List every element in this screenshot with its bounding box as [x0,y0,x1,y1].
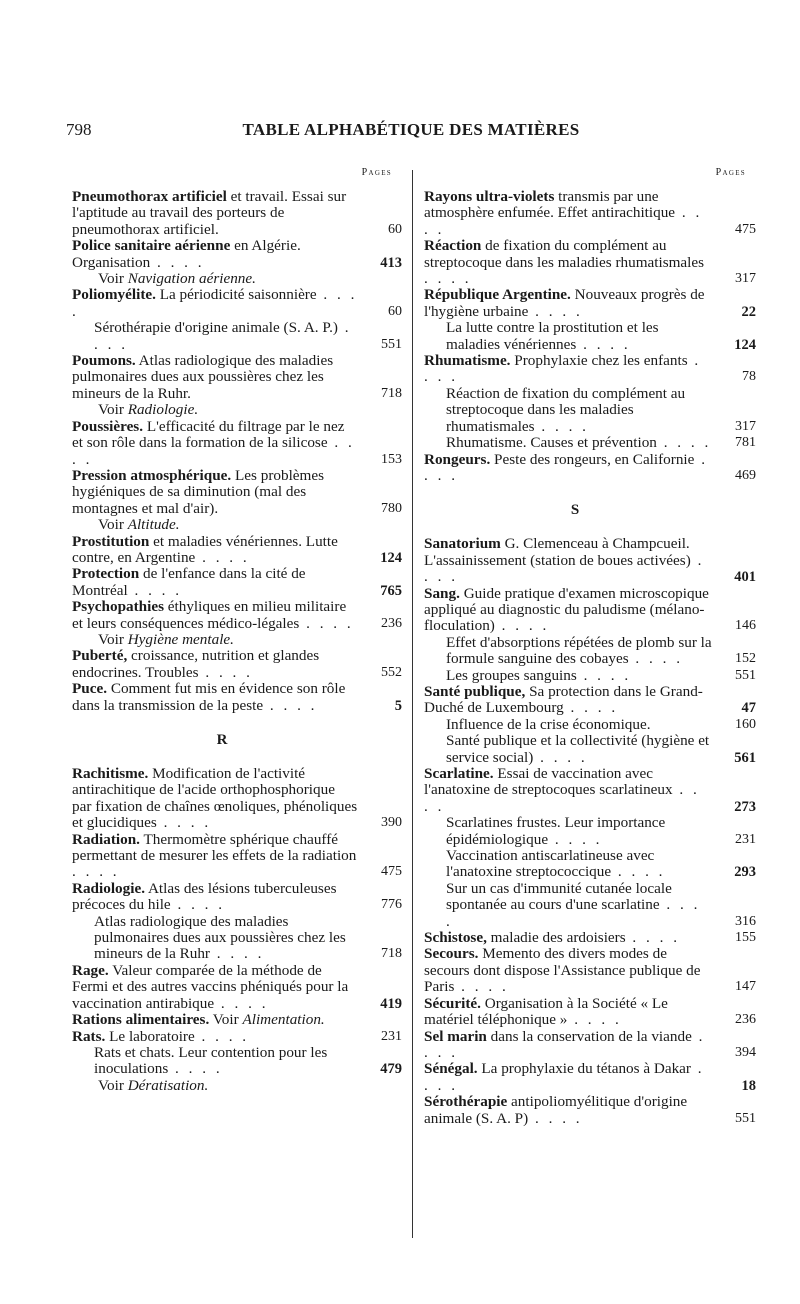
entry-heading: Réaction [424,237,482,255]
entry-heading: Police sanitaire aérienne [72,237,231,255]
entry-heading: Poussières. [72,417,144,435]
index-entry [72,881,402,914]
see-reference: Alimentation. [242,1011,325,1029]
section-letter: R [216,732,228,748]
leader-dots: . . . . [424,1027,706,1061]
see-reference: Hygiène mentale. [127,630,234,648]
page-reference: 124 [734,336,756,353]
page-reference: 776 [381,897,402,913]
page-reference: 551 [735,1110,756,1126]
page-reference: 475 [381,864,402,880]
page-reference: 561 [734,749,756,766]
leader-dots: . . . . [194,1027,250,1045]
see-word: Voir [98,270,124,288]
entry-text: éthyliques en milieu militaire et leurs conséquences médico-légales [72,598,347,632]
entry-text: antipoliomyélitique d'origine animale (S. A. P) [424,1093,688,1127]
entry-text: dans la conservation de la viande [486,1027,692,1045]
leader-dots: . . . . [150,253,205,271]
see-word: Voir [98,401,124,419]
leader-dots: . . . . [494,617,550,635]
index-entry [424,287,756,320]
index-entry [424,946,756,995]
entry-heading: Prostitution [72,532,150,550]
entry-heading: Rachitisme. [72,765,149,782]
leader-dots: . . . . [628,650,683,668]
entry-text: Effet d'absorptions répétées de plomb sur la formule sanguine des cobayes [446,633,712,668]
see-reference: Dératisation. [127,1076,209,1094]
entry-heading: Puberté, [72,647,128,665]
leader-dots: . . . . [424,204,703,238]
see-word: Voir [98,1076,124,1094]
entry-text: Sa protection dans le Grand-Duché de Luxembourg [424,682,703,717]
entry-heading: Rayons ultra-violets [424,188,555,205]
entry-heading: Rats. [72,1027,106,1045]
index-entry [424,536,756,585]
entry-heading: Pneumothorax artificiel [72,188,227,205]
entry-heading: Sénégal. [424,1060,478,1078]
leader-dots: . . . . [611,863,666,881]
leader-dots: . . . . [195,548,250,566]
entry-text: croissance, nutrition et glandes endocrines. Troubles [72,647,320,681]
leader-dots: . . . . [424,551,705,586]
entry-text: et maladies vénériennes. Lutte contre, en Argentine [72,532,338,566]
index-entry [72,287,402,320]
leader-dots: . . . . [454,978,509,996]
index-entry [424,586,756,635]
entry-heading: Scarlatine. [424,765,494,782]
page-reference: 394 [735,1044,756,1060]
index-subentry [424,320,756,353]
leader-dots: . . . . [72,863,120,881]
page-reference: 153 [381,451,402,467]
entry-text: Sur un cas d'immunité cutanée locale spontanée au cours d'une scarlatine [446,879,672,914]
entry-heading: Radiation. [72,830,140,848]
page-reference: 18 [741,1077,756,1094]
entry-text: Scarlatines frustes. Leur importance épidémiologique [446,814,666,848]
index-subentry [424,717,756,733]
see-reference: Radiologie. [127,401,199,419]
entry-text: Comment fut mis en évidence son rôle dans la transmission de la peste [72,680,346,714]
pages-label: Pages [361,167,392,178]
page-reference: 475 [735,221,756,237]
entry-text: maladie des ardoisiers [486,929,626,947]
index-entry [72,963,402,1012]
leader-dots: . . . . [168,1060,223,1078]
page-reference: 47 [741,700,756,717]
page-reference: 413 [380,254,402,271]
page-reference: 273 [734,798,756,815]
entry-heading: Sécurité. [424,994,481,1012]
page-title: TABLE ALPHABÉTIQUE DES MATIÈRES [242,120,580,139]
page-reference: 60 [388,303,402,319]
index-entry [424,930,756,946]
index-subentry [424,815,756,848]
entry-text: Modification de l'activité antirachitique de l'acide orthophosphorique par fixation de chaînes œnoliques, phénoliques et glucidiques [72,765,358,832]
entry-text: et travail. Essai sur l'aptitude au travail des porteurs de pneumothorax artificiel. [72,188,347,238]
index-entry [424,766,756,815]
leader-dots: . . . . [424,270,472,288]
see-also-entry [72,632,402,648]
leader-dots: . . . . [299,614,354,632]
index-subentry [424,848,756,881]
leader-dots: . . . . [263,696,318,714]
leader-dots: . . . . [210,945,265,963]
page-reference: 147 [735,979,756,995]
entry-text: Réaction de fixation du complément au streptocoque dans les maladies rhumatismales [446,384,686,435]
entry-text: Peste des rongeurs, en Californie [490,450,695,468]
page-reference: 78 [742,369,756,385]
see-also-entry [72,271,402,287]
entry-heading: Radiologie. [72,879,145,897]
page-reference: 236 [381,615,402,631]
entry-text: Valeur comparée de la méthode de Fermi et des autres vaccins phéniqués pour la vaccination antirabique [72,961,349,1012]
index-subentry [72,320,402,353]
right-entries [424,189,756,1127]
page-reference: 419 [380,995,402,1012]
index-entry [72,648,402,681]
index-entry [72,566,402,599]
entry-text: Voir [209,1011,243,1029]
entry-heading: Sanatorium [424,535,501,553]
page-reference: 718 [381,946,402,962]
entry-heading: Sang. [424,584,460,602]
entry-heading: Protection [72,565,140,583]
entry-text: Nouveaux progrès de l'hygiène urbaine [424,286,705,320]
index-entry [424,189,756,238]
page-reference: 781 [735,435,756,451]
section-letter: S [570,502,580,519]
page-reference: 552 [381,664,402,680]
entry-text: Santé publique et la collectivité (hygiène et service social) [446,732,710,766]
leader-dots: . . . . [656,434,712,452]
index-entry [424,996,756,1029]
leader-dots: . . . . [424,352,702,386]
entry-text: Vaccination antiscarlatineuse avec l'anatoxine streptococcique [446,847,655,881]
leader-dots: . . . . [528,302,583,320]
entry-text: Guide pratique d'examen microscopique appliqué au diagnostic du paludisme (mélano-floculation) [424,584,709,635]
entry-text: La prophylaxie du tétanos à Dakar [477,1060,691,1078]
leader-dots: . . . . [424,1060,705,1094]
entry-text: de fixation du complément au streptocoque dans les maladies rhumatismales [424,237,705,271]
index-entry [72,832,402,881]
index-entry [72,766,402,832]
index-entry [72,468,402,517]
page-reference: 316 [735,913,756,929]
index-entry [424,353,756,386]
entry-heading: Poliomyélite. [72,286,156,304]
page-reference: 479 [380,1061,402,1078]
page-reference: 22 [741,303,756,320]
left-entries [72,189,402,1094]
index-subentry [72,1045,402,1078]
column-divider [412,170,413,1238]
page-header [66,120,756,146]
entry-text: La lutte contre la prostitution et les maladies vénériennes [446,319,659,353]
entry-text: Rats et chats. Leur contention pour les inoculations [94,1043,328,1078]
leader-dots: . . . . [625,929,680,947]
page-reference: 551 [735,667,756,683]
leader-dots: . . . . [567,1011,622,1029]
page-number: 798 [66,120,92,139]
entry-heading: Rhumatisme. [424,352,511,370]
page-reference: 152 [735,651,756,667]
see-word: Voir [98,630,124,648]
index-entry [72,534,402,567]
entry-text: de l'enfance dans la cité de Montréal [72,565,306,599]
see-reference: Altitude. [127,516,180,534]
leader-dots: . . . . [528,1109,583,1127]
page-reference: 160 [735,716,756,732]
index-entry [424,1061,756,1094]
see-also-entry [72,1078,402,1094]
entry-heading: Puce. [72,680,108,698]
page-reference: 469 [735,467,756,483]
leader-dots: . . . . [576,335,631,353]
index-entry [424,452,756,485]
entry-heading: Rage. [72,961,109,979]
index-entry [424,238,756,287]
entry-heading: République Argentine. [424,286,571,304]
pages-label: Pages [715,167,746,178]
page-reference: 317 [735,271,756,287]
index-subentry [424,635,756,668]
leader-dots: . . . . [534,417,589,435]
index-subentry [424,435,756,451]
entry-text: Organisation à la Société « Le matériel téléphonique » [424,994,668,1029]
entry-text: en Algérie. Organisation [72,237,301,271]
page-reference: 718 [381,385,402,401]
entry-heading: Schistose, [424,929,487,947]
page-reference: 146 [735,618,756,634]
leader-dots: . . . . [94,319,352,353]
see-word: Voir [98,516,124,534]
entry-text: Prophylaxie chez les enfants [510,352,688,370]
page-reference: 60 [388,221,402,237]
see-also-entry [72,517,402,533]
entry-text: Influence de la crise économique. [446,715,651,733]
index-subentry [424,668,756,684]
entry-heading: Psychopathies [72,598,164,616]
page-reference: 293 [734,864,756,881]
entry-text: Atlas des lésions tuberculeuses précoces du hile [72,879,337,914]
index-subentry [424,733,756,766]
leader-dots: . . . . [533,748,588,766]
index-subentry [424,386,756,435]
entry-text: La périodicité saisonnière [155,286,317,304]
entry-heading: Santé publique, [424,682,526,700]
leader-dots: . . . . [563,699,619,717]
leader-dots: . . . . [548,830,603,848]
index-entry [424,1094,756,1127]
entry-heading: Poumons. [72,352,136,370]
leader-dots: . . . . [170,896,226,914]
page-reference: 765 [380,582,402,599]
see-reference: Navigation aérienne. [127,270,256,288]
page-reference: 390 [381,815,402,831]
index-entry [72,189,402,238]
index-entry [72,599,402,632]
page-reference: 5 [394,697,402,714]
page-reference: 401 [734,569,756,586]
page-reference: 155 [735,930,756,946]
index-entry [72,238,402,271]
index-entry [72,419,402,468]
leader-dots: . . . . [424,450,708,484]
leader-dots: . . . . [156,814,212,832]
page-reference: 780 [381,500,402,516]
entry-text: transmis par une atmosphère enfumée. Effet antirachitique [424,188,676,222]
index-entry [424,1029,756,1062]
entry-text: L'efficacité du filtrage par le nez et son rôle dans la formation de la silicose [72,417,345,452]
entry-text: Le laboratoire [105,1027,195,1045]
index-entry [424,684,756,717]
page-reference: 124 [380,549,402,566]
index-entry [72,353,402,402]
leader-dots: . . . . [214,994,269,1012]
index-entry [72,681,402,714]
entry-heading: Rongeurs. [424,450,491,468]
index-subentry [424,881,756,930]
leader-dots: . . . . [72,434,355,468]
leader-dots: . . . . [446,896,701,930]
page-reference: 317 [735,418,756,434]
leader-dots: . . . . [72,286,358,320]
entry-heading: Pression atmosphérique. [72,466,232,484]
page-reference: 551 [381,336,402,352]
index-subentry [72,914,402,963]
leader-dots: . . . . [576,666,632,684]
entry-text: Atlas radiologique des maladies pulmonaires dues aux poussières chez les mineurs de la Ruhr. [72,352,334,402]
entry-text: Memento des divers modes de secours dont dispose l'Assistance publique de Paris [424,945,701,996]
leader-dots: . . . . [424,781,700,815]
entry-heading: Secours. [424,945,479,963]
index-entry [72,1012,402,1028]
entry-text: Thermomètre sphérique chauffé permettant de mesurer les effets de la radiation [72,830,357,865]
entry-text: G. Clemenceau à Champcueil. L'assainissement (station de boues activées) [424,535,691,569]
entry-heading: Sel marin [424,1027,487,1045]
page-reference: 236 [735,1012,756,1028]
see-also-entry [72,402,402,418]
left-column [72,167,402,1094]
right-column [424,167,756,1127]
entry-heading: Sérothérapie [424,1093,508,1111]
leader-dots: . . . . [127,581,183,599]
leader-dots: . . . . [198,663,253,681]
entry-text: Les problèmes hygiéniques de sa diminution (mal des montagnes et mal d'air). [72,466,324,517]
entry-heading: Rations alimentaires. [72,1011,210,1029]
entry-text: Essai de vaccination avec l'anatoxine de streptocoques scarlatineux [424,765,673,799]
entry-text: Sérothérapie d'origine animale (S. A. P.) [94,319,338,337]
page-reference: 231 [735,831,756,847]
entry-text: Rhumatisme. Causes et prévention [446,434,657,452]
page-reference: 231 [381,1028,402,1044]
entry-text: Atlas radiologique des maladies pulmonaires dues aux poussières chez les mineurs de la Ruhr [94,912,346,963]
entry-text: Les groupes sanguins [446,666,577,684]
index-entry [72,1029,402,1045]
